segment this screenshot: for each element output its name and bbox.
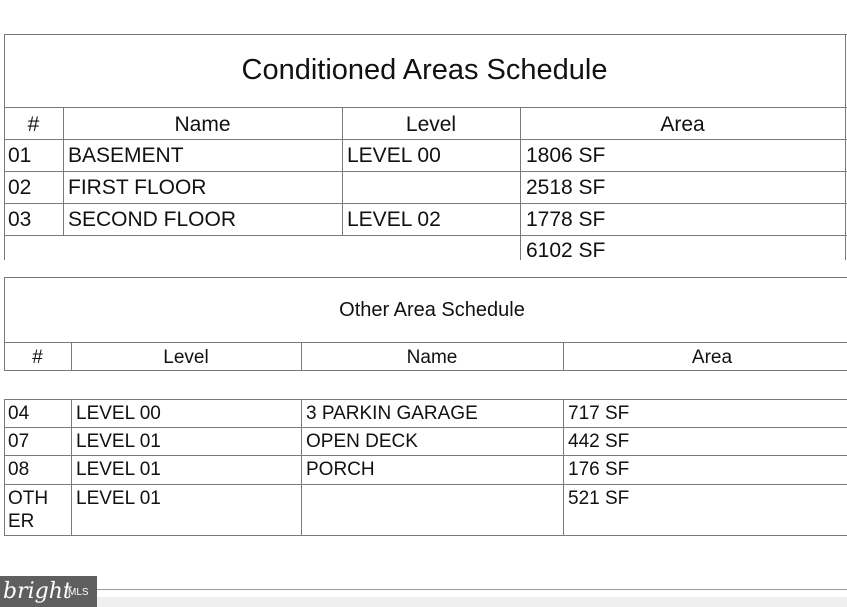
table-divider — [4, 342, 847, 343]
row-area: 442 SF — [568, 431, 630, 452]
table-divider — [4, 139, 847, 140]
brand-watermark — [0, 576, 97, 607]
row-area: 2518 SF — [526, 176, 606, 199]
table-border — [4, 535, 847, 536]
watermark-suffix: MLS — [68, 587, 89, 598]
row-name: SECOND FLOOR — [68, 208, 237, 231]
table-divider — [4, 484, 847, 485]
row-number: 07 — [8, 431, 30, 452]
row-number: 04 — [8, 403, 30, 424]
column-header-num: # — [32, 347, 43, 368]
row-number: 08 — [8, 459, 30, 480]
table-divider — [4, 399, 847, 400]
row-area: 521 SF — [568, 488, 630, 509]
table-divider — [4, 370, 847, 371]
table-divider — [4, 203, 847, 204]
table-divider — [4, 455, 847, 456]
column-header-level: Level — [405, 113, 457, 136]
table-divider — [4, 235, 847, 236]
column-divider — [301, 399, 302, 536]
row-level: LEVEL 00 — [347, 144, 441, 167]
column-header-level: Level — [163, 347, 209, 368]
row-number-line2: ER — [8, 511, 35, 532]
row-level: LEVEL 00 — [76, 403, 161, 424]
table-divider — [4, 171, 847, 172]
row-name: BASEMENT — [68, 144, 184, 167]
row-area: 717 SF — [568, 403, 630, 424]
table-title: Conditioned Areas Schedule — [241, 54, 608, 86]
table-border — [4, 399, 5, 536]
table-border — [4, 34, 847, 35]
row-level: LEVEL 01 — [76, 459, 161, 480]
row-number-line1: OTH — [8, 488, 49, 509]
table-divider — [4, 107, 847, 108]
total-area: 6102 SF — [526, 239, 606, 262]
row-level: LEVEL 01 — [76, 488, 161, 509]
column-header-area: Area — [691, 347, 733, 368]
row-number: 02 — [8, 176, 32, 199]
row-area: 176 SF — [568, 459, 630, 480]
column-header-num: # — [27, 113, 40, 136]
row-name: 3 PARKIN GARAGE — [306, 403, 478, 424]
column-divider — [563, 399, 564, 536]
row-area: 1778 SF — [526, 208, 606, 231]
footer-divider — [97, 589, 847, 590]
watermark-brand: bright — [3, 579, 72, 604]
row-name: OPEN DECK — [306, 431, 418, 452]
table-divider — [4, 427, 847, 428]
row-name: FIRST FLOOR — [68, 176, 207, 199]
row-number: 03 — [8, 208, 32, 231]
column-header-name: Name — [406, 347, 458, 368]
row-level: LEVEL 01 — [76, 431, 161, 452]
column-divider — [71, 399, 72, 536]
row-level: LEVEL 02 — [347, 208, 441, 231]
table-border — [845, 34, 846, 260]
footer-strip — [97, 597, 847, 607]
column-header-area: Area — [660, 113, 705, 136]
row-number: 01 — [8, 144, 32, 167]
row-name: PORCH — [306, 459, 375, 480]
table-border — [4, 277, 847, 278]
table-title: Other Area Schedule — [339, 299, 525, 321]
column-header-name: Name — [174, 113, 231, 136]
row-area: 1806 SF — [526, 144, 606, 167]
